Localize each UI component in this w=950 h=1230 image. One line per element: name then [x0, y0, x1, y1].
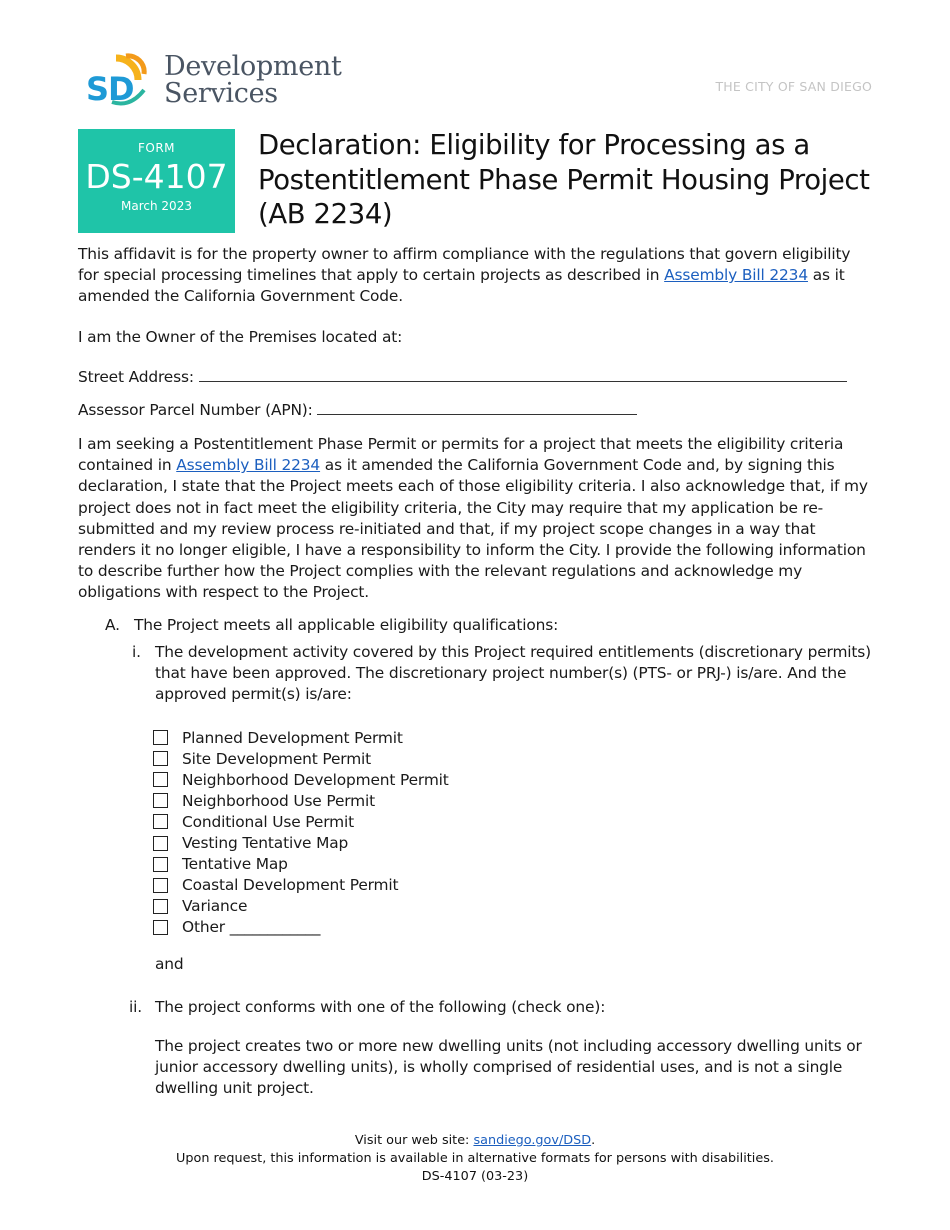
intro-text-end: as it amended the California Government Code.	[78, 266, 845, 306]
item-i-text: The development activity covered by this Project required entitlements (discretionary permits) that have been approved. The discretionary project number(s) (PTS- or PRJ-) is/are. And the approved permit(s) is/are:	[155, 643, 872, 704]
owner-statement: I am the Owner of the Premises located at:	[78, 328, 403, 346]
permit-option[interactable]	[153, 875, 449, 896]
apn-label: Assessor Parcel Number (APN):	[78, 401, 313, 419]
permit-option[interactable]	[153, 896, 449, 917]
permit-option[interactable]	[153, 917, 449, 938]
checkbox[interactable]	[153, 814, 168, 829]
permit-checklist	[153, 727, 449, 938]
svg-text:S: S	[86, 70, 110, 108]
assembly-bill-link-2[interactable]: Assembly Bill 2234	[176, 456, 321, 475]
permit-option[interactable]	[153, 811, 449, 832]
street-address-label: Street Address:	[78, 368, 194, 386]
form-number: DS-4107	[85, 157, 228, 196]
checkbox[interactable]	[153, 857, 168, 872]
permit-option-label: Vesting Tentative Map	[182, 834, 349, 853]
logo-line-1: Development	[164, 51, 342, 82]
footer-accessibility: Upon request, this information is available in alternative formats for persons with disabilities.	[176, 1151, 774, 1166]
permit-option[interactable]	[153, 727, 449, 748]
permit-option-label: Other ____________	[182, 918, 321, 937]
footer-visit-text: Visit our web site:	[354, 1133, 474, 1148]
intro-paragraph	[78, 244, 873, 308]
logo-line-2: Services	[164, 78, 278, 109]
footer-period: .	[591, 1133, 596, 1148]
permit-option-label: Neighborhood Development Permit	[182, 770, 449, 789]
item-ii-text: The project conforms with one of the following (check one):	[155, 998, 606, 1016]
checkbox[interactable]	[153, 878, 168, 893]
and-text: and	[155, 955, 184, 973]
intro-text: This affidavit is for the property owner to affirm compliance with the regulations that govern eligibility for special processing timelines that apply to certain projects as described in	[78, 245, 851, 285]
permit-option-label: Site Development Permit	[182, 749, 372, 768]
section-a-text: The Project meets all applicable eligibility qualifications:	[134, 616, 559, 634]
street-address-row	[78, 367, 873, 388]
permit-option[interactable]	[153, 769, 449, 790]
apn-field[interactable]	[317, 400, 637, 415]
permit-option-label: Variance	[182, 897, 248, 916]
checkbox[interactable]	[153, 836, 168, 851]
permit-option[interactable]	[153, 854, 449, 875]
declaration-text: I am seeking a Postentitlement Phase Permit or permits for a project that meets the eligibility criteria contained in	[78, 435, 844, 475]
sd-logo-icon	[86, 52, 150, 108]
declaration-paragraph	[78, 434, 873, 604]
assembly-bill-link[interactable]: Assembly Bill 2234	[664, 266, 808, 285]
footer-website	[0, 1132, 950, 1150]
checkbox[interactable]	[153, 751, 168, 766]
permit-option-label: Tentative Map	[182, 855, 288, 874]
svg-text:D: D	[108, 70, 135, 108]
item-ii-marker: ii.	[129, 998, 142, 1016]
permit-option[interactable]	[153, 748, 449, 769]
permit-option-label: Coastal Development Permit	[182, 876, 399, 895]
street-address-field[interactable]	[199, 367, 847, 382]
page-title: Declaration: Eligibility for Processing as a Postentitlement Phase Permit Housing Project (AB 2234)	[258, 129, 870, 230]
form-badge	[78, 129, 235, 233]
permit-option[interactable]	[153, 790, 449, 811]
logo-wordmark	[164, 53, 342, 107]
permit-option-label: Neighborhood Use Permit	[182, 791, 376, 810]
checkbox[interactable]	[153, 793, 168, 808]
declaration-text-end: as it amended the California Government Code and, by signing this declaration, I state that the Project meets each of those eligibility criteria. I also acknowledge that, if my project does not in fact meet the eligibility criteria, the City may require that my application be re-submitted and my review process re-initiated and that, if my project scope changes in a way that renders it no longer eligible, I have a responsibility to inform the City. I provide the following information to describe further how the Project complies with the relevant regulations and acknowledge my obligations with respect to the Project.	[78, 456, 868, 602]
permit-option-label: Conditional Use Permit	[182, 812, 354, 831]
checkbox[interactable]	[153, 899, 168, 914]
checkbox[interactable]	[153, 730, 168, 745]
form-date: March 2023	[121, 199, 192, 213]
option-text: The project creates two or more new dwelling units (not including accessory dwelling units or junior accessory dwelling units), is wholly comprised of residential uses, and is not a single dwelling unit project.	[155, 1037, 862, 1098]
dsd-website-link[interactable]: sandiego.gov/DSD	[473, 1133, 592, 1148]
development-services-logo	[86, 52, 342, 108]
item-i-marker: i.	[132, 643, 141, 661]
permit-option[interactable]	[153, 832, 449, 853]
apn-row	[78, 400, 873, 421]
permit-option-label: Planned Development Permit	[182, 728, 403, 747]
footer-form-code: DS-4107 (03-23)	[421, 1169, 529, 1184]
checkbox[interactable]	[153, 920, 168, 935]
section-a-marker: A.	[105, 616, 120, 634]
checkbox[interactable]	[153, 772, 168, 787]
form-label: FORM	[137, 141, 176, 155]
city-name: THE CITY OF SAN DIEGO	[715, 79, 872, 94]
